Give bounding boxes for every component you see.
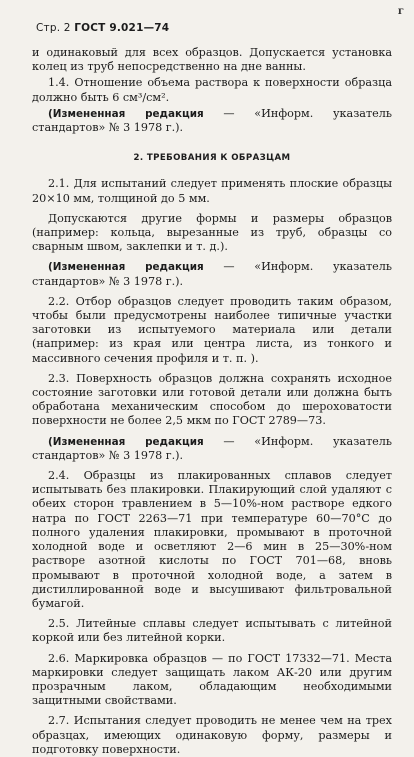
- paragraph: 2.2. Отбор образцов следует проводить таким образом, чтобы были предусмотрены наиболее типичные участки заготовки из испытуемого материала или детали (например: из края или центра листа, из тонкого и массивного сечения профиля и т. п. ).: [32, 294, 392, 365]
- document-body: [32, 46, 392, 757]
- amendment-note: [32, 435, 392, 463]
- paragraph: 2.4. Образцы из плакированных сплавов следует испытывать без плакировки. Плакирующий слой удаляют с обеих сторон травлением в 5—10%-ном растворе едкого натра по ГОСТ 2263—71 при температуре 60—70°С до полного удаления плакировки, промывают в проточной холодной воде и осветляют 2—6 мин в 25—30%-ном растворе азотной кислоты по ГОСТ 701—68, вновь промывают в проточной холодной воде, а затем в дистиллированной воде и высушивают фильтровальной бумагой.: [32, 469, 392, 610]
- amendment-text: — «Информ. указатель стандартов» № 3 1978 г.).: [32, 434, 392, 462]
- standard-code: ГОСТ 9.021—74: [74, 22, 170, 34]
- amendment-label: (Измененная редакция: [48, 261, 204, 274]
- paragraph: 2.3. Поверхность образцов должна сохранять исходное состояние заготовки или готовой детали или должна быть обработана механическим способом до шероховатости поверхности не более 2,5 мкм по ГОСТ 2789—73.: [32, 371, 392, 428]
- amendment-note: [32, 260, 392, 288]
- paragraph: 2.6. Маркировка образцов — по ГОСТ 17332—71. Места маркировки следует защищать лаком АК-20 или другим прозрачным лаком, обладающим необходимыми защитными свойствами.: [32, 651, 392, 708]
- paragraph: 2.1. Для испытаний следует применять плоские образцы 20×10 мм, толщиной до 5 мм.: [32, 177, 392, 205]
- paragraph: Допускаются другие формы и размеры образцов (например: кольца, вырезанные из труб, образцы со сварным швом, заклепки и т. д.).: [32, 211, 392, 254]
- page-header: [36, 22, 392, 34]
- section-title: 2. ТРЕБОВАНИЯ К ОБРАЗЦАМ: [133, 153, 291, 164]
- amendment-label: (Измененная редакция: [48, 435, 204, 448]
- paragraph: 1.4. Отношение объема раствора к поверхности образца должно быть 6 см³/см².: [32, 76, 392, 104]
- amendment-note: [32, 107, 392, 135]
- amendment-label: (Измененная редакция: [48, 107, 204, 120]
- paragraph: 2.5. Литейные сплавы следует испытывать с литейной коркой или без литейной корки.: [32, 617, 392, 645]
- amendment-text: — «Информ. указатель стандартов» № 3 1978 г.).: [32, 260, 392, 288]
- paragraph: 2.7. Испытания следует проводить не менее чем на трех образцах, имеющих одинаковую форму, размеры и подготовку поверхности.: [32, 714, 392, 756]
- corner-mark: г: [397, 6, 404, 17]
- paragraph: и одинаковый для всех образцов. Допускается установка колец из труб непосредственно на дне ванны.: [32, 46, 392, 74]
- page-number: Стр. 2: [36, 22, 71, 34]
- amendment-text: — «Информ. указатель стандартов» № 3 1978 г.).: [32, 106, 392, 135]
